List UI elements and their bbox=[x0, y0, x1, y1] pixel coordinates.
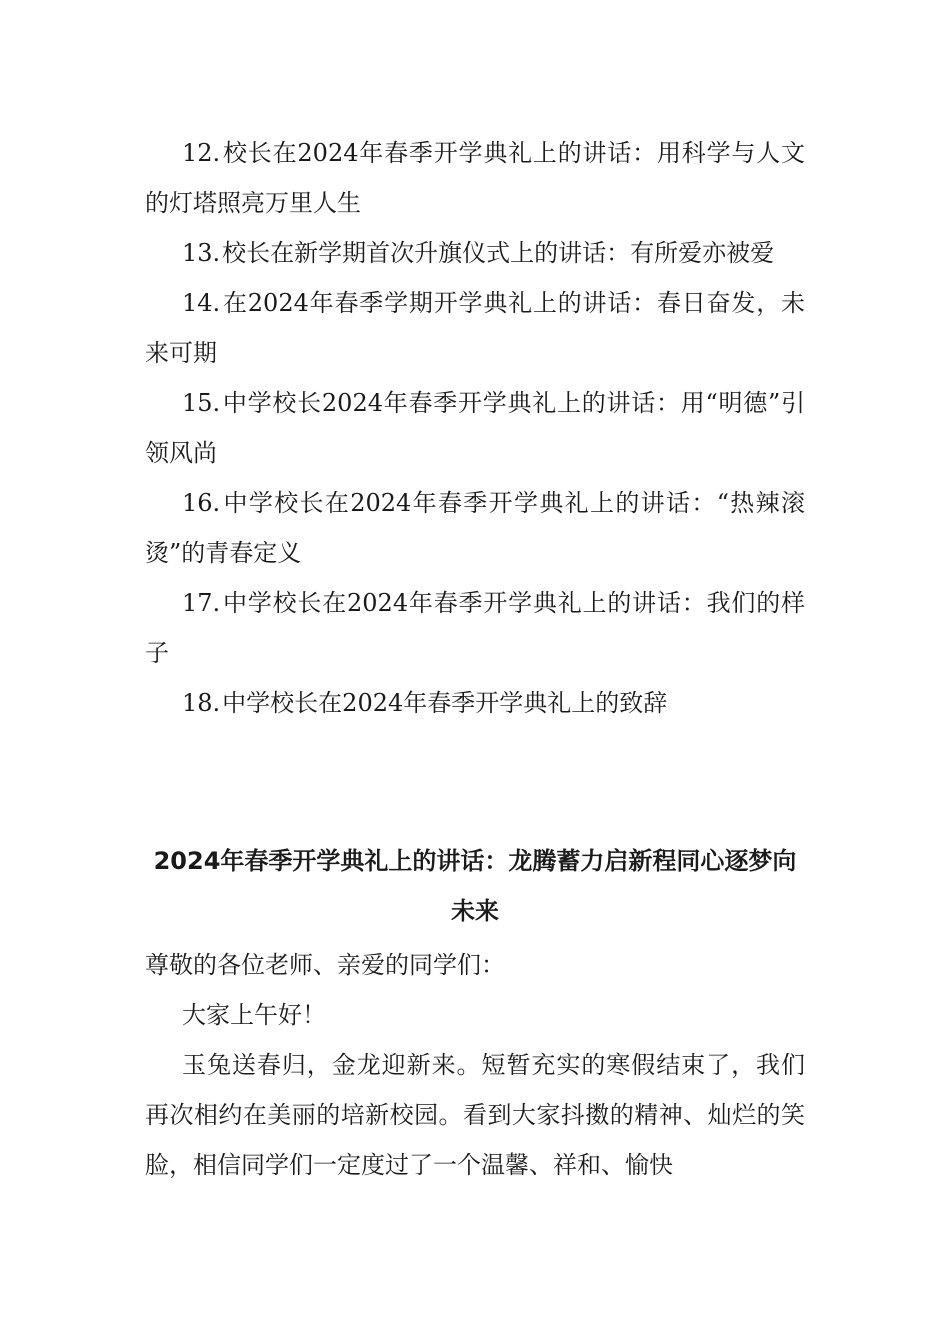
toc-item-text: 中学校长在2024年春季开学典礼上的讲话：“热辣滚烫”的青春定义 bbox=[145, 489, 805, 567]
toc-item-text: 校长在新学期首次升旗仪式上的讲话：有所爱亦被爱 bbox=[222, 239, 775, 267]
toc-item-17 bbox=[145, 578, 805, 678]
salutation: 尊敬的各位老师、亲爱的同学们： bbox=[145, 951, 505, 979]
article-title: 2024年春季开学典礼上的讲话：龙腾蓄力启新程同心逐梦向未来 bbox=[153, 847, 797, 925]
toc-item-16 bbox=[145, 478, 805, 578]
toc-item-text: 在2024年春季学期开学典礼上的讲话：春日奋发，未来可期 bbox=[145, 289, 805, 367]
toc-item-number: 17. bbox=[182, 589, 221, 617]
toc-item-14 bbox=[145, 278, 805, 378]
greeting: 大家上午好！ bbox=[182, 1001, 326, 1029]
toc-item-number: 13. bbox=[182, 239, 221, 267]
toc-item-number: 16. bbox=[182, 489, 221, 517]
table-of-contents bbox=[145, 128, 805, 728]
toc-item-number: 12. bbox=[182, 139, 221, 167]
toc-item-12 bbox=[145, 128, 805, 228]
toc-item-text: 校长在2024年春季开学典礼上的讲话：用科学与人文的灯塔照亮万里人生 bbox=[145, 139, 805, 217]
toc-item-number: 18. bbox=[182, 689, 221, 717]
toc-item-text: 中学校长2024年春季开学典礼上的讲话：用“明德”引领风尚 bbox=[145, 389, 805, 467]
toc-item-15 bbox=[145, 378, 805, 478]
body-paragraph: 玉兔送春归，金龙迎新来。短暂充实的寒假结束了，我们再次相约在美丽的培新校园。看到大家抖擞的精神、灿烂的笑脸，相信同学们一定度过了一个温馨、祥和、愉快 bbox=[145, 1051, 805, 1179]
toc-item-number: 15. bbox=[182, 389, 221, 417]
toc-item-text: 中学校长在2024年春季开学典礼上的致辞 bbox=[222, 689, 668, 717]
toc-item-18 bbox=[145, 678, 805, 728]
toc-item-text: 中学校长在2024年春季开学典礼上的讲话：我们的样子 bbox=[145, 589, 805, 667]
article-body bbox=[145, 940, 805, 1190]
toc-item-13 bbox=[145, 228, 805, 278]
toc-item-number: 14. bbox=[182, 289, 221, 317]
